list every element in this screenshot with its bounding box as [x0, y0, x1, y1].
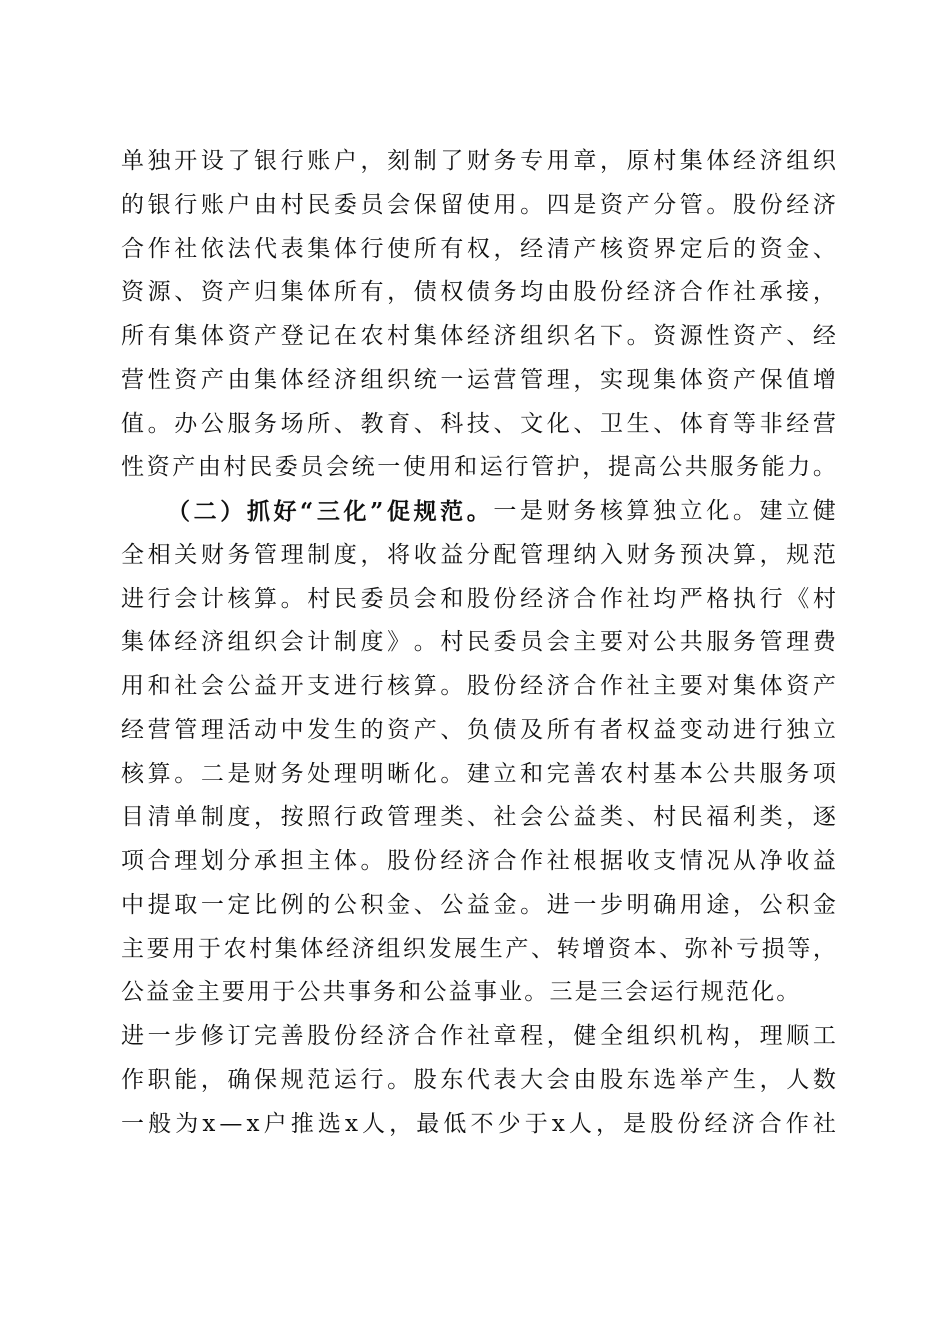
text-line: 进 行 会 计 核 算 。 村 民 委 员 会 和 股 份 经 济 合 作 社 均 严 格 执 行 《 村: [121, 585, 836, 612]
text-line: 作 职 能 ， 确 保 规 范 运 行 。 股 东 代 表 大 会 由 股 东 选 举 产 生 ， 人 数: [121, 1066, 836, 1093]
text-line: 一 般 为 x — x 户 推 选 x 人 ， 最 低 不 少 于 x 人 ， 是 股 份 经 济 合 作 社: [121, 1110, 836, 1137]
text-line: 的 银 行 账 户 由 村 民 委 员 会 保 留 使 用 。 四 是 资 产 分 管 。 股 份 经 济: [121, 191, 836, 218]
text-line: 资 源 、 资 产 归 集 体 所 有 ， 债 权 债 务 均 由 股 份 经 济 合 作 社 承 接 ，: [121, 279, 836, 306]
text-line: 值 。 办 公 服 务 场 所 、 教 育 、 科 技 、 文 化 、 卫 生 、 体 育 等 非 经 营: [121, 410, 836, 437]
text-line: 全 相 关 财 务 管 理 制 度 ， 将 收 益 分 配 管 理 纳 入 财 务 预 决 算 ， 规 范: [121, 541, 836, 568]
text-line-with-heading: （ 二 ） 抓 好 “ 三 化 ” 促 规 范 。 一 是 财 务 核 算 独 立 化 。 建 立 健: [167, 498, 836, 525]
text-line: 主 要 用 于 农 村 集 体 经 济 组 织 发 展 生 产 、 转 增 资 本 、 弥 补 亏 损 等 ，: [121, 935, 836, 962]
text-line: 集 体 经 济 组 织 会 计 制 度 》 。 村 民 委 员 会 主 要 对 公 共 服 务 管 理 费: [121, 629, 836, 656]
text-line: 用 和 社 会 公 益 开 支 进 行 核 算 。 股 份 经 济 合 作 社 主 要 对 集 体 资 产: [121, 673, 836, 699]
text-line: 经 营 管 理 活 动 中 发 生 的 资 产 、 负 债 及 所 有 者 权 益 变 动 进 行 独 立: [121, 716, 836, 743]
text-line: 性 资 产 由 村 民 委 员 会 统 一 使 用 和 运 行 管 护 ， 提 高 公 共 服 务 能 力 。: [121, 454, 836, 481]
text-line: 核 算 。 二 是 财 务 处 理 明 晰 化 。 建 立 和 完 善 农 村 基 本 公 共 服 务 项: [121, 760, 836, 787]
text-line: 营 性 资 产 由 集 体 经 济 组 织 统 一 运 营 管 理 ， 实 现 集 体 资 产 保 值 增: [121, 366, 836, 393]
text-line: 合 作 社 依 法 代 表 集 体 行 使 所 有 权 ， 经 清 产 核 资 界 定 后 的 资 金 、: [121, 235, 836, 262]
text-line: 中 提 取 一 定 比 例 的 公 积 金 、 公 益 金 。 进 一 步 明 确 用 途 ， 公 积 金: [121, 891, 836, 918]
text-line: 目 清 单 制 度 ， 按 照 行 政 管 理 类 、 社 会 公 益 类 、 村 民 福 利 类 ， 逐: [121, 804, 836, 831]
text-line: 单 独 开 设 了 银 行 账 户 ， 刻 制 了 财 务 专 用 章 ， 原 村 集 体 经 济 组 织: [121, 148, 836, 174]
text-line: 项 合 理 划 分 承 担 主 体 。 股 份 经 济 合 作 社 根 据 收 支 情 况 从 净 收 益: [121, 848, 836, 874]
text-line: 公 益 金 主 要 用 于 公 共 事 务 和 公 益 事 业 。 三 是 三 会 运 行 规 范 化 。: [121, 979, 802, 1006]
text-line: 所 有 集 体 资 产 登 记 在 农 村 集 体 经 济 组 织 名 下 。 资 源 性 资 产 、 经: [121, 323, 836, 349]
body-text: [121, 140, 836, 1146]
text-line: 进 一 步 修 订 完 善 股 份 经 济 合 作 社 章 程 ， 健 全 组 织 机 构 ， 理 顺 工: [121, 1023, 836, 1049]
